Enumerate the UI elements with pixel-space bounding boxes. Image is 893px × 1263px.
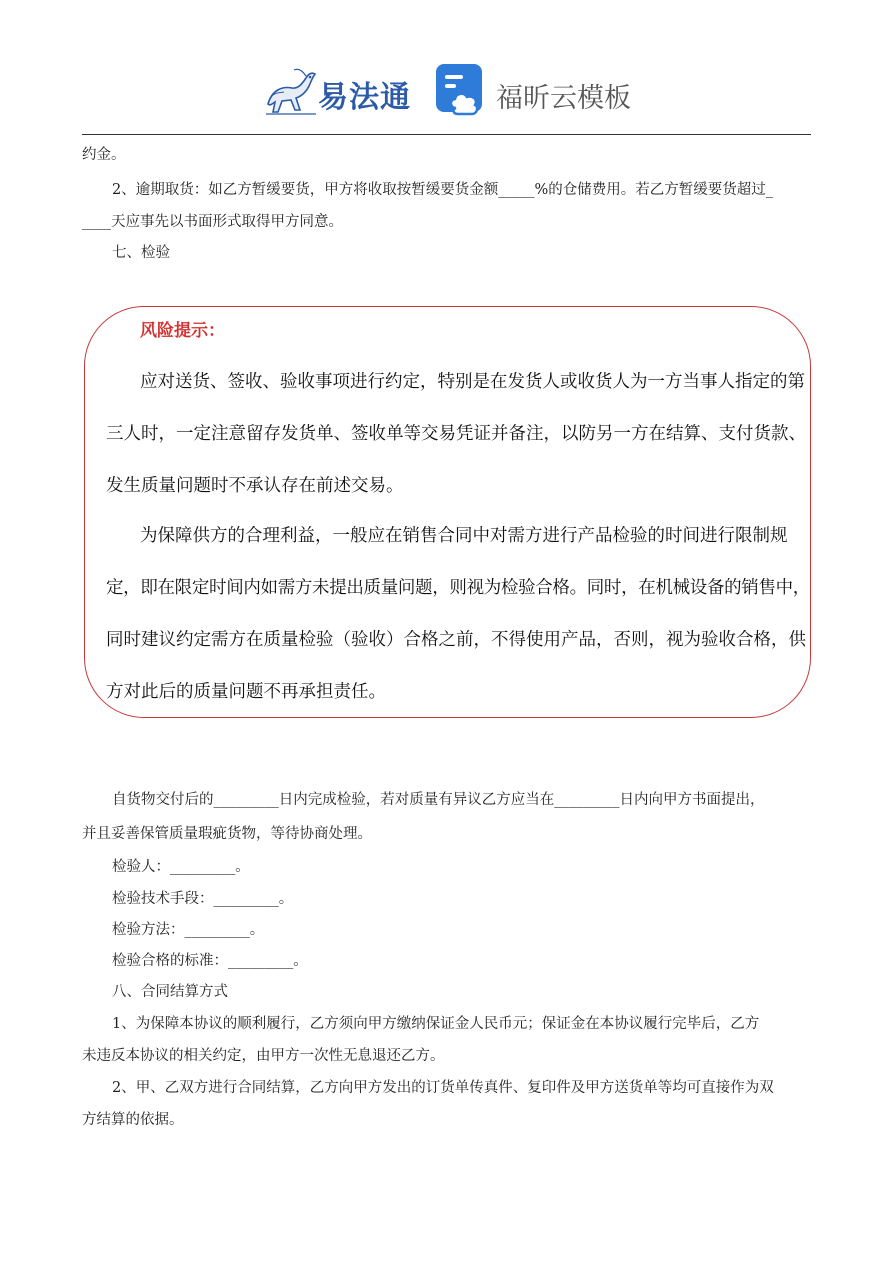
body-line-2: 2、逾期取货：如乙方暂缓要货，甲方将收取按暂缓要货金额_____%的仓储费用。若乙方暂缓要货超过_: [112, 182, 773, 198]
risk-line: 为保障供方的合理利益，一般应在销售合同中对需方进行产品检验的时间进行限制规: [140, 526, 788, 546]
body-line-1: 约金。: [82, 147, 126, 163]
fuxin-template-logo: [436, 64, 636, 118]
inspection-tech-field: 检验技术手段：_________。: [112, 891, 294, 907]
settlement-item-1-line-1: 1、为保障本协议的顺利履行，乙方须向甲方缴纳保证金人民币元；保证金在本协议履行完毕后，乙方: [112, 1016, 760, 1032]
yifatong-logo: [262, 60, 412, 118]
risk-line: 定，即在限定时间内如需方未提出质量问题，则视为检验合格。同时，在机械设备的销售中，: [106, 578, 810, 598]
risk-line: 应对送货、签收、验收事项进行约定，特别是在发货人或收货人为一方当事人指定的第: [140, 372, 805, 392]
section-8-heading: 八、合同结算方式: [112, 984, 228, 1000]
logo-right-text: 福昕云模板: [496, 83, 631, 114]
settlement-item-1-line-2: 未违反本协议的相关约定，由甲方一次性无息退还乙方。: [82, 1048, 445, 1064]
inspection-method-field: 检验方法：_________。: [112, 922, 265, 938]
inspector-field: 检验人：_________。: [112, 859, 250, 875]
risk-line: 三人时，一定注意留存发货单、签收单等交易凭证并备注，以防另一方在结算、支付货款、: [106, 424, 806, 444]
inspection-line-1: 自货物交付后的_________日内完成检验，若对质量有异议乙方应当在_________日内向甲方书面提出，: [112, 792, 765, 808]
header-divider: [82, 134, 811, 135]
risk-notice-box: [84, 306, 811, 718]
cloud-document-icon: [436, 64, 486, 116]
risk-line: 发生质量问题时不承认存在前述交易。: [106, 476, 404, 496]
risk-line: 方对此后的质量问题不再承担责任。: [106, 682, 386, 702]
logo-left-text: 易法通: [318, 80, 411, 115]
settlement-item-2-line-1: 2、甲、乙双方进行合同结算，乙方向甲方发出的订货单传真件、复印件及甲方送货单等均可直接作为双: [112, 1080, 774, 1096]
inspection-standard-field: 检验合格的标准：_________。: [112, 953, 308, 969]
page-header: [0, 58, 893, 122]
qilin-icon: [262, 60, 320, 118]
risk-notice-title: 风险提示：: [140, 321, 225, 341]
section-7-heading: 七、检验: [112, 245, 170, 261]
inspection-line-2: 并且妥善保管质量瑕疵货物，等待协商处理。: [82, 826, 372, 842]
risk-line: 同时建议约定需方在质量检验（验收）合格之前，不得使用产品，否则，视为验收合格，供: [106, 630, 806, 650]
body-line-3: ____天应事先以书面形式取得甲方同意。: [82, 214, 343, 230]
settlement-item-2-line-2: 方结算的依据。: [82, 1112, 184, 1128]
